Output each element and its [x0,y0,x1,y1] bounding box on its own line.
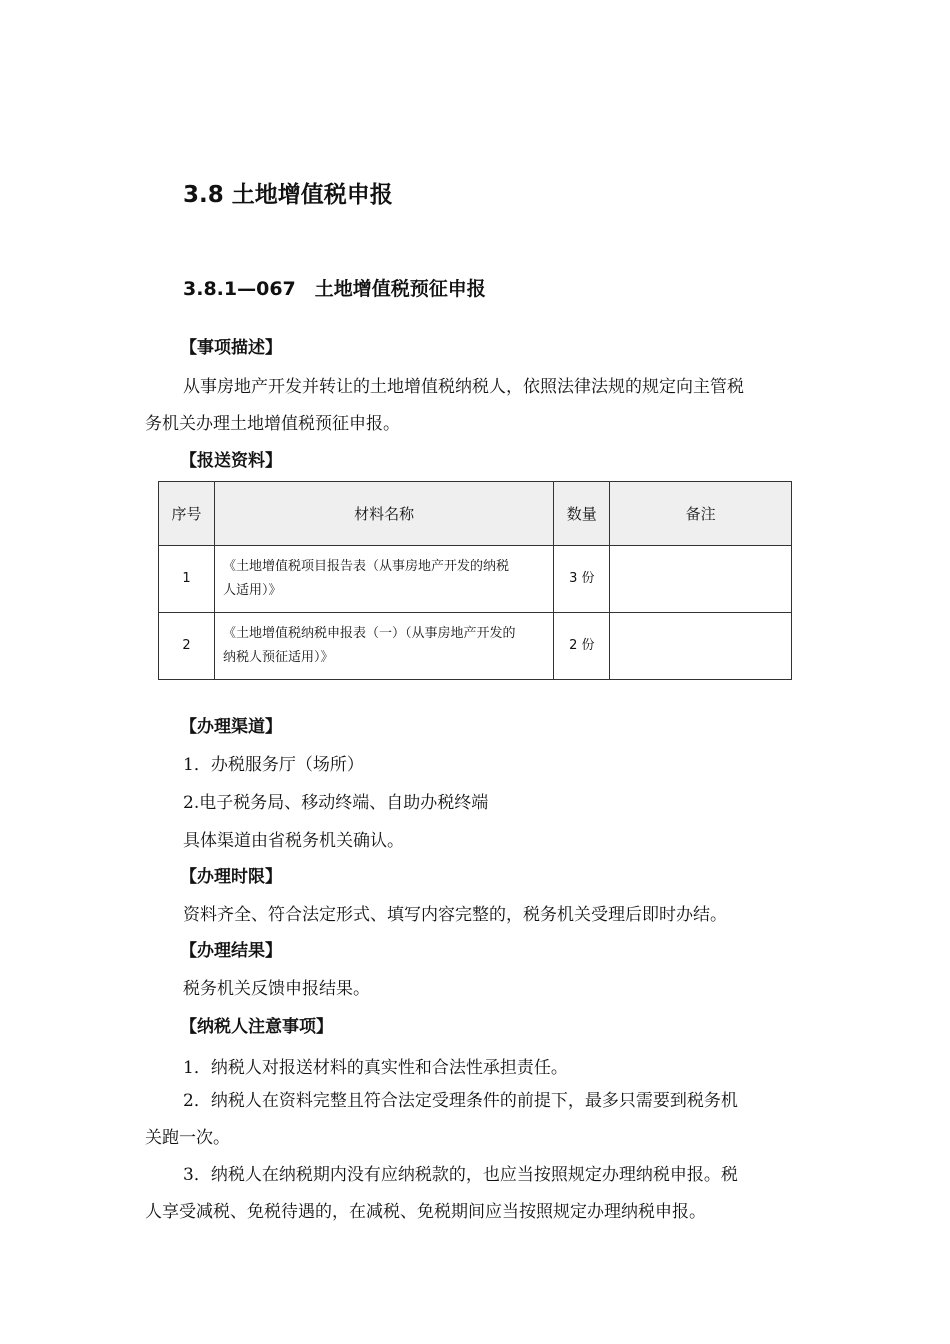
row-no: 1 [159,546,215,613]
materials-table [158,481,792,680]
row-name-line-2: 纳税人预征适用）》 [222,650,334,665]
section-title: 3.8 土地增值税申报 [183,182,393,208]
table-row [159,546,792,613]
column-header-no: 序号 [159,482,215,546]
note-3-line-1: 3．纳税人在纳税期内没有应纳税款的，也应当按照规定办理纳税申报。税 [183,1165,738,1185]
time-limit-text: 资料齐全、符合法定形式、填写内容完整的，税务机关受理后即时办结。 [183,905,727,925]
row-note [610,613,792,680]
row-qty: 2 份 [554,613,610,680]
description-heading: 【事项描述】 [180,338,282,358]
description-line-1: 从事房地产开发并转让的土地增值税纳税人，依照法律法规的规定向主管税 [183,377,744,397]
note-2-line-1: 2．纳税人在资料完整且符合法定受理条件的前提下，最多只需要到税务机 [183,1091,738,1111]
row-note [610,546,792,613]
result-text: 税务机关反馈申报结果。 [183,979,370,999]
column-header-note: 备注 [610,482,792,546]
row-name-line-1: 《土地增值税项目报告表（从事房地产开发的纳税 [222,559,509,574]
channel-item-2: 2.电子税务局、移动终端、自助办税终端 [183,793,489,813]
result-heading: 【办理结果】 [180,941,282,961]
row-name-line-1: 《土地增值税纳税申报表（一）（从事房地产开发的 [222,626,516,641]
materials-heading: 【报送资料】 [180,451,282,471]
row-name-line-2: 人适用）》 [222,583,282,598]
row-name [214,613,553,680]
note-3-line-2: 人享受减税、免税待遇的，在减税、免税期间应当按照规定办理纳税申报。 [145,1202,706,1222]
row-no: 2 [159,613,215,680]
channels-heading: 【办理渠道】 [180,717,282,737]
channel-item-1: 1．办税服务厅（场所） [183,755,364,775]
time-limit-heading: 【办理时限】 [180,867,282,887]
table-header-row [159,482,792,546]
notes-heading: 【纳税人注意事项】 [180,1017,333,1037]
column-header-qty: 数量 [554,482,610,546]
item-title: 3.8.1—067 土地增值税预征申报 [183,278,486,300]
row-qty: 3 份 [554,546,610,613]
row-name [214,546,553,613]
channel-item-3: 具体渠道由省税务机关确认。 [183,831,404,851]
note-1: 1．纳税人对报送材料的真实性和合法性承担责任。 [183,1058,568,1078]
note-2-line-2: 关跑一次。 [145,1128,230,1148]
table-row [159,613,792,680]
column-header-name: 材料名称 [214,482,553,546]
description-line-2: 务机关办理土地增值税预征申报。 [145,414,400,434]
